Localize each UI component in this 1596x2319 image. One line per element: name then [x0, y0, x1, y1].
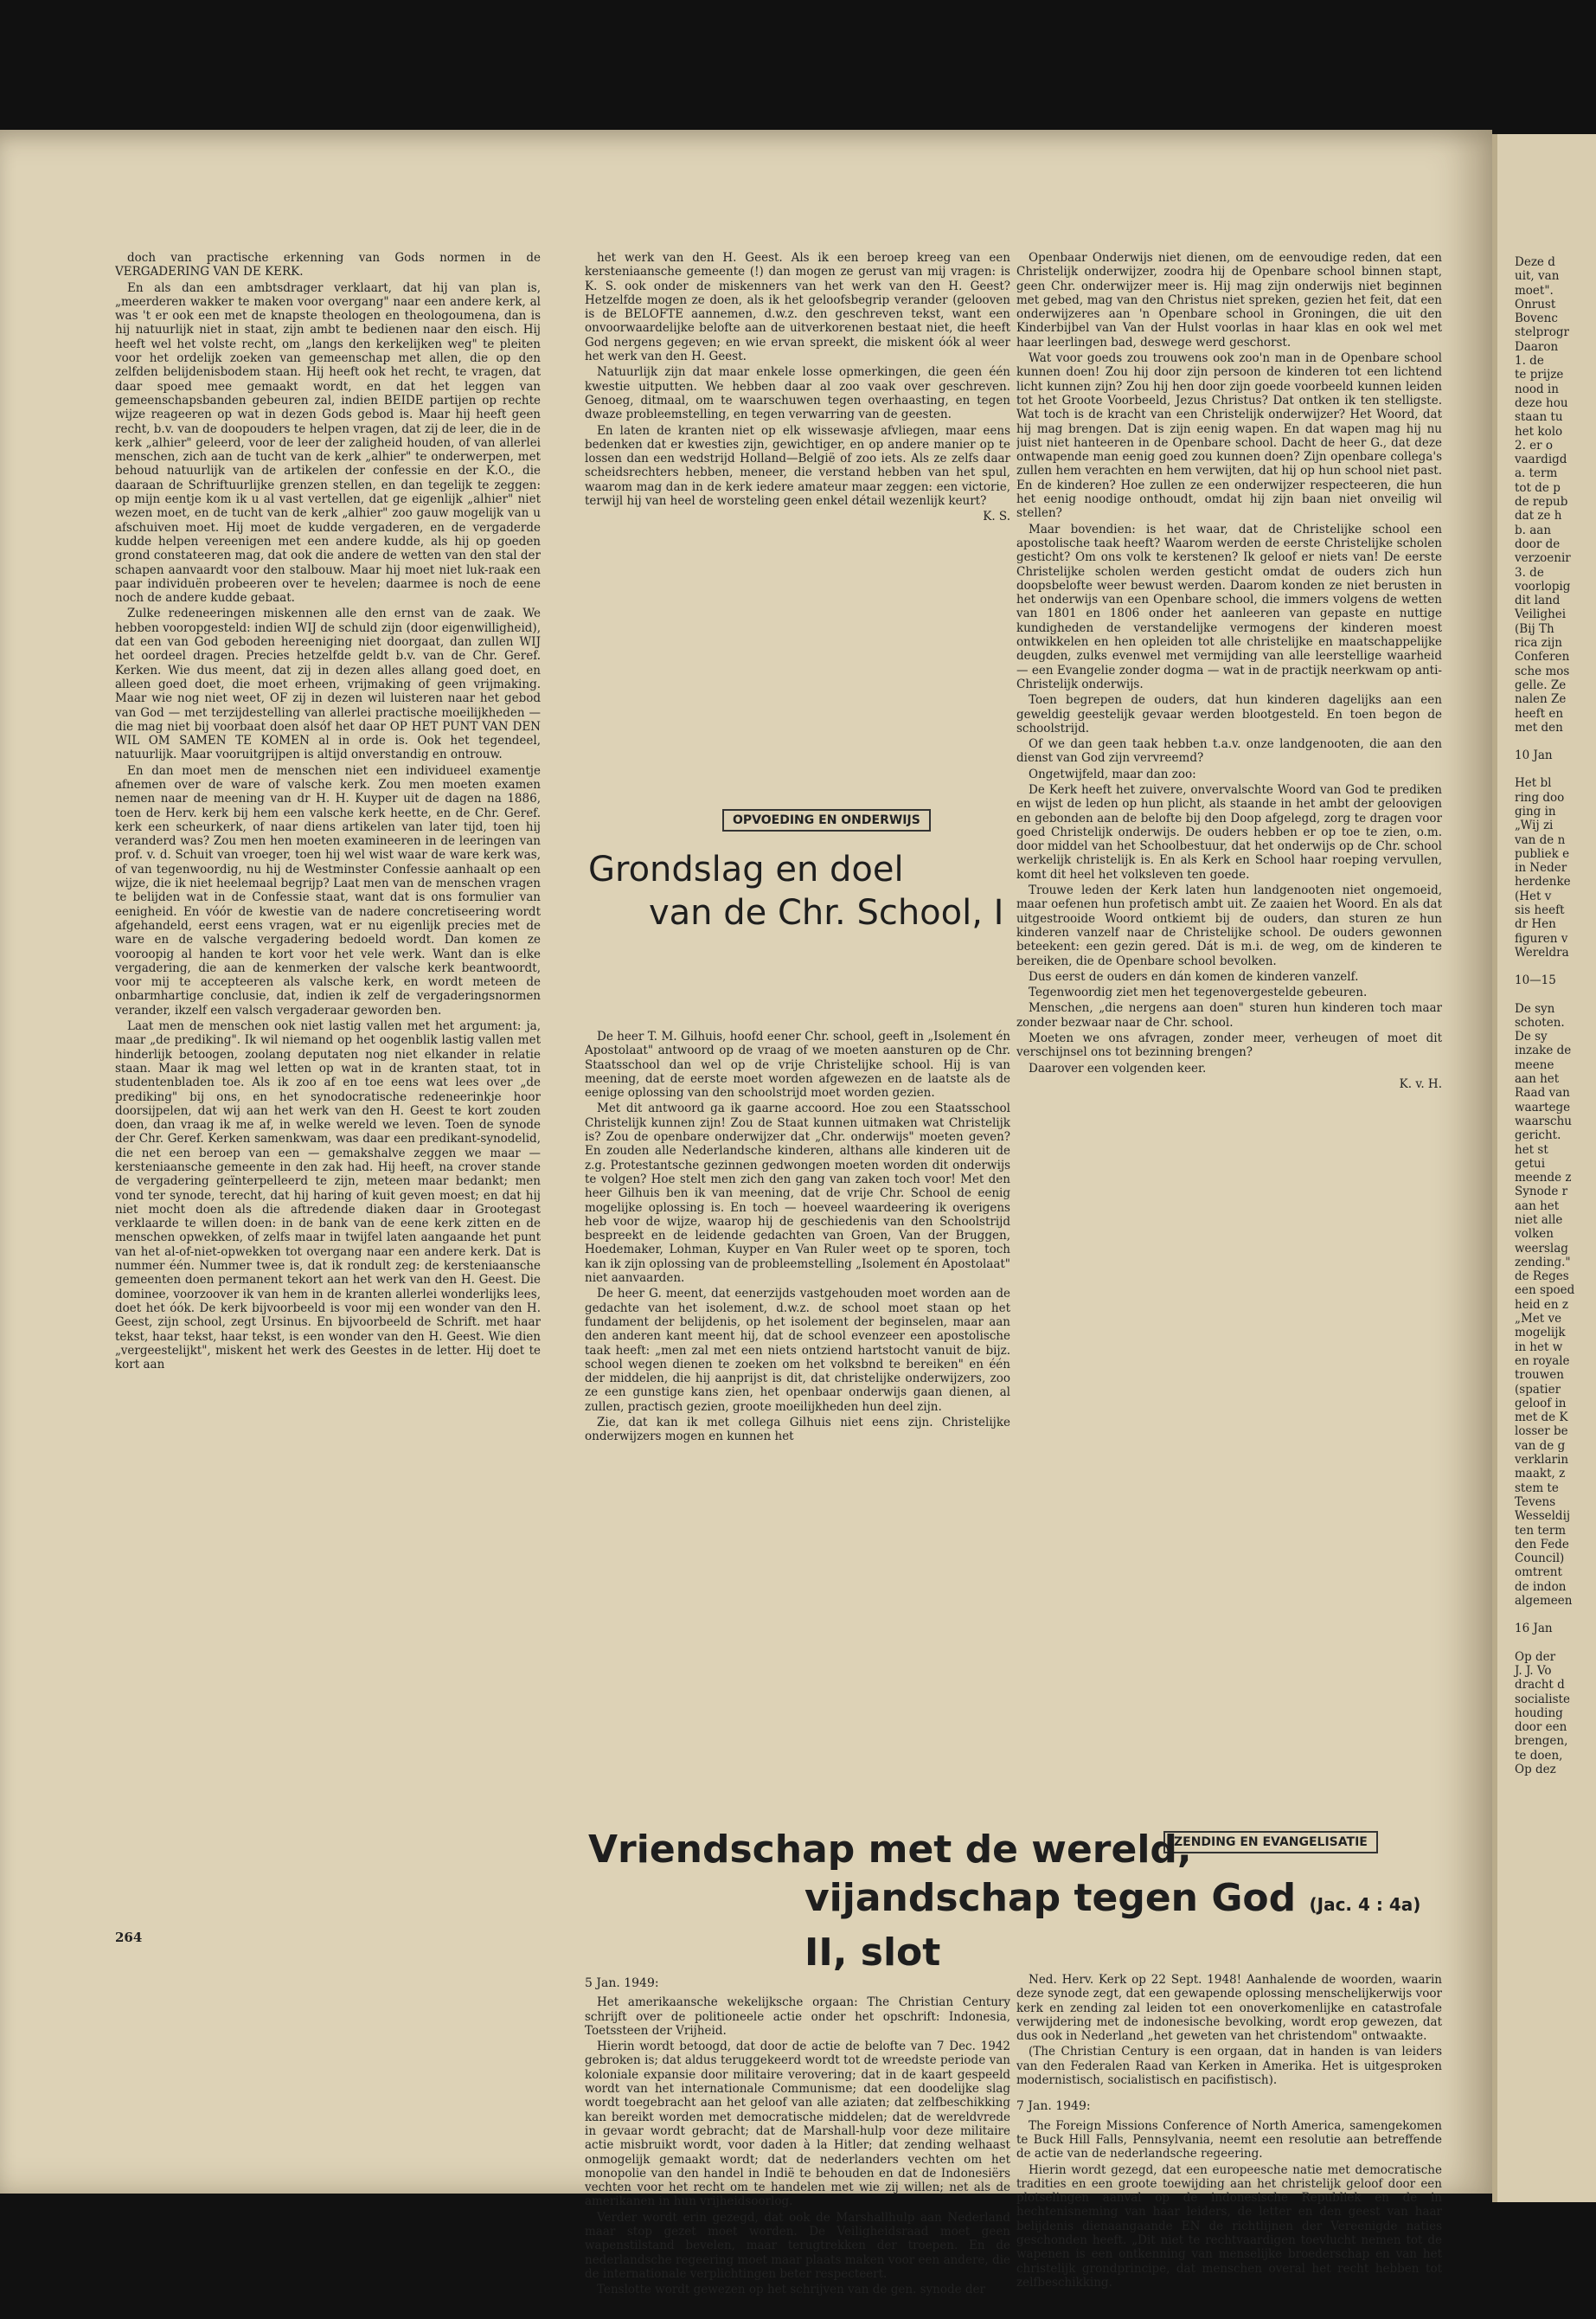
adjacent-page-line: 10 Jan: [1515, 748, 1553, 763]
paragraph: Zulke redeneeringen miskennen alle den ernst van de zaak. We hebben vooropgesteld: indien WIJ de schuld zijn (door eigenwilligheid), dat een van God geboden hereeniging niet doorgaat, dan zullen WIJ het oordeel dragen. Precies hetzelfde geldt b.v. van de Chr. Geref. Kerken. Wie dus meent, dat zij in dezen alles allang goed doet, en alleen goed doet, die moet erheen, vrijmaking of geen vrijmaking. Maar wie nog niet weet, OF zij in dezen wil luisteren naar het gebod van God — met terzijdestelling van allerlei practische moeilijkheden — die mag niet bij voorbaat doen alsóf het daar OP HET PUNT VAN DEN WIL OM SAMEN TE KOMEN al in orde is. Ook het tegendeel, natuurlijk. Maar vooruitgrijpen is altijd onverstandig en ontrouw.: [115, 607, 541, 762]
paragraph: Of we dan geen taak hebben t.a.v. onze landgenooten, die aan den dienst van God zijn vervreemd?: [1016, 737, 1442, 766]
adjacent-page-line: in het w: [1515, 1339, 1563, 1354]
adjacent-page-line: [1515, 960, 1596, 973]
entry-date: 7 Jan. 1949:: [1016, 2099, 1091, 2114]
adjacent-page-line: [1515, 735, 1596, 748]
adjacent-page-line: in Neder: [1515, 861, 1567, 876]
adjacent-page-line: meende z: [1515, 1171, 1572, 1185]
part-label: II, slot: [804, 1930, 941, 1975]
section-header-mission: ZENDING EN EVANGELISATIE: [1163, 1831, 1378, 1853]
adjacent-page-line: (spatier: [1515, 1382, 1561, 1397]
title-line-2-text: vijandschap tegen God: [804, 1876, 1297, 1920]
paragraph: De heer G. meent, dat eenerzijds vastgehouden moet worden aan de gedachte van het isolement, d.w.z. de school moet staan op het fundament der belijdenis, op het isolement der beginselen, maar aan den anderen kant meent hij, dat de school evenzeer een apostolische taak heeft: „men zal met een niets ontziend hartstocht vanuit de bijz. school wegen dienen te zoeken om het volksbnd te bereiken" en één der middelen, die hij aanprijst is dit, dat christelijke onderwijzers, zoo ze een gunstige kans zien, het openbaar onderwijs gaan dienen, al zullen, practisch gezien, groote moeilijkheden hun deel zijn.: [585, 1287, 1010, 1414]
adjacent-page-line: [1515, 988, 1596, 1002]
adjacent-page-line: J. J. Vo: [1515, 1663, 1552, 1678]
adjacent-page-line: (Het v: [1515, 889, 1552, 903]
adjacent-page-line: van de g: [1515, 1438, 1566, 1453]
adjacent-page-line: heeft en: [1515, 706, 1564, 721]
adjacent-page-line: Op der: [1515, 1649, 1556, 1664]
paragraph: The Foreign Missions Conference of North America, samengekomen te Buck Hill Falls, Pennsylvania, neemt een resolutie aan betreffende de actie van de nederlandsche regeering.: [1016, 2118, 1442, 2162]
adjacent-page-line: omtrent: [1515, 1565, 1562, 1580]
adjacent-page-line: 2. er o: [1515, 438, 1554, 453]
adjacent-page-line: dat ze h: [1515, 509, 1562, 524]
paragraph: doch van practische erkenning van Gods normen in de VERGADERING VAN DE KERK.: [115, 251, 541, 279]
adjacent-page-line: aan het: [1515, 1198, 1560, 1213]
article-title-school: [588, 848, 1012, 935]
adjacent-page-line: ten term: [1515, 1523, 1567, 1538]
paragraph: Maar bovendien: is het waar, dat de Christelijke school een apostolische taak heeft? Waarom werden de eerste Christelijke scholen gesticht? Om ons volk te kerstenen? Ik geloof er niets van! De eerste Christelijke scholen werden gesticht omdat de ouders zich hun doopsbelofte weer bewust werden. Daarom konden ze niet berusten in het onderwijs van een Openbare school, die immers volgens de wetten van 1801 en 1806 onder het aanleeren van gepaste en nuttige kundigheden de verstandelijke vermogens der kinderen moest ontwikkelen en hen opleiden tot alle christelijke en maatschappelijke deugden, zulks evenwel met vermijding van alle leerstellige waarheid — een Evangelie zonder dogma — wat in de practijk neerkwam op anti-Christelijk onderwijs.: [1016, 522, 1442, 691]
adjacent-page-line: verklarin: [1515, 1453, 1569, 1468]
title-line-2: van de Chr. School, I: [649, 893, 1004, 933]
adjacent-page-line: dr Hen: [1515, 917, 1556, 932]
column-1: [115, 251, 541, 1921]
paragraph: Tenslotte wordt gewezen op het schrijven van de gen. synode der: [597, 2283, 985, 2297]
adjacent-page-line: te doen,: [1515, 1748, 1563, 1763]
scripture-reference: (Jac. 4 : 4a): [1309, 1894, 1421, 1915]
adjacent-page-line: door een: [1515, 1720, 1567, 1735]
adjacent-page-line: ring doo: [1515, 790, 1565, 805]
adjacent-page-line: voorlopig: [1515, 579, 1571, 594]
adjacent-page-line: nood in: [1515, 382, 1559, 396]
adjacent-page-line: Veilighei: [1515, 607, 1567, 622]
adjacent-page-line: verzoenir: [1515, 551, 1571, 566]
adjacent-page-line: de indon: [1515, 1579, 1567, 1594]
adjacent-page-line: maakt, z: [1515, 1467, 1566, 1481]
newspaper-page: [0, 130, 1492, 2297]
paragraph: Natuurlijk zijn dat maar enkele losse opmerkingen, die geen één kwestie uitputten. We hebben daar al zoo vaak over geschreven. Genoeg, ditmaal, om te waarschuwen tegen overhaasting, en tegen dwaze probleemstelling, en tegen verwarring van de geesten.: [585, 365, 1010, 422]
paragraph: Trouwe leden der Kerk laten hun landgenooten niet ongemoeid, maar oefenen hun profetisch ambt uit. Ze zaaien het Woord. En als dat uitgestrooide Woord ontkiemt bij de ouders, dan sturen ze hun kinderen vanzelf naar de Christelijke school. De ouders gewonnen beteekent: een gezin gered. Dát is m.i. de weg, om de kinderen te bereiken, die de Openbare school bevolken.: [1016, 883, 1442, 968]
adjacent-page-line: 10—15: [1515, 973, 1556, 988]
adjacent-page-line: 16 Jan: [1515, 1622, 1553, 1636]
title-line-1: Vriendschap met de wereld,: [588, 1828, 1192, 1872]
adjacent-page-line: herdenke: [1515, 875, 1571, 890]
adjacent-page-line: trouwen: [1515, 1368, 1564, 1383]
adjacent-page-line: te prijze: [1515, 368, 1564, 382]
adjacent-page-line: Deze d: [1515, 255, 1555, 269]
paragraph: Zie, dat kan ik met collega Gilhuis niet eens zijn. Christelijke onderwijzers mogen en kunnen het: [585, 1416, 1010, 1444]
paragraph: Hierin wordt gezegd, dat een europeesche natie met democratische tradities en een groote toewijding aan het christelijk geloof door een plotselingen aanval op de indonesische Republiek en de in hechtenisneming van haar leiders, de letter en den geest van haar belijdenis dienaangaande EN de richtlijnen der Vereenigde naties geschonden heeft. „Dit niet te rechtvaardigen toevlucht nemen tot de wapenen is een ontkenning van menselijke broederschap en van het christelijk grondprincipe, dat menschen overal het recht hebben tot zelfbeschikking.: [1016, 2162, 1442, 2290]
paragraph: En laten de kranten niet op elk wissewasje afvliegen, maar eens bedenken dat er kwesties zijn, gewichtiger, en op andere manier op te lossen dan een wedstrijd Holland—België of zoo iets. Als ze zelfs daar scheidsrechters hebben, meneer, die verstand hebben van het spul, waarom mag dan in de kerk iedere amateur maar zeggen: een victorie, terwijl hij van heel de worsteling geen enkel détail wezenlijk keurt?: [585, 423, 1010, 509]
paragraph: Hierin wordt betoogd, dat door de actie de belofte van 7 Dec. 1942 gebroken is; dat aldus teruggekeerd wordt tot de wreedste periode van koloniale expansie door militaire verovering; dat in de kaart gespeeld wordt van het internationale Communisme; dat een doodelijke slag wordt toegebracht aan het geloof van alle aziaten; dat zelfbeschikking kan bereikt worden met democratische middelen; dat de wereldvrede in gevaar wordt gebracht; dat de Marshall-hulp voor deze militaire actie misbruikt wordt, voor daden à la Hitler; dat zending welhaast onmogelijk gemaakt wordt; dat de nederlanders vechten om het monopolie van den handel in Indië te behouden en dat de Indonesiërs vechten voor het recht om te handelen met wie zij willen; net als de amerikanen in hun vrijheidsoorlog.: [585, 2040, 1010, 2209]
paragraph: Daarover een volgenden keer.: [1029, 1061, 1207, 1076]
column-4: [585, 1973, 1010, 2319]
adjacent-page-line: (Bij Th: [1515, 621, 1554, 636]
adjacent-page-line: moet".: [1515, 283, 1554, 298]
adjacent-page-line: met den: [1515, 720, 1563, 735]
adjacent-page-line: van de n: [1515, 832, 1566, 847]
paragraph: het werk van den H. Geest. Als ik een beroep kreeg van een kersteniaansche gemeente (!) dan mogen ze gerust van mij vragen: is K. S. ook onder de miskenners van het werk van den H. Geest? Hetzelfde mogen ze doen, als ik het geloofsbegrip verander (gelooven is de BELOFTE aannemen, d.w.z. den geschreven tekst, want een onvoorwaardelijke belofte aan de uitverkorenen bestaat niet, die heeft God nergens gegeven; en wie ervan spreekt, die miskent óók al weer het werk van den H. Geest.: [585, 251, 1010, 364]
adjacent-page-line: waartege: [1515, 1100, 1571, 1115]
adjacent-page-line: vaardigd: [1515, 453, 1567, 467]
adjacent-page-line: sche mos: [1515, 664, 1570, 678]
column-2-bottom: [585, 1030, 1010, 1808]
adjacent-page-line: meene: [1515, 1057, 1554, 1072]
adjacent-page-line: socialiste: [1515, 1692, 1570, 1706]
paragraph: En als dan een ambtsdrager verklaart, dat hij van plan is, „meerderen wakker te maken voor overgang" naar een andere kerk, al was 't er ook een met de knapste theologen en theologoumena, dan is hij natuurlijk niet in staat, zijn ambt te bedienen naar den eisch. Hij heeft wel het volste recht, om „langs den kerkelijken weg" te pleiten voor het ordelijk zoeken van gemeenschap met allen, die op den zelfden belijdenisbodem staan. Hij heeft ook het recht, te vragen, dat daar spoed mee gemaakt wordt, en dat het leggen van gemeenschapsbanden gebeuren zal, indien BEIDE partijen op rechte wijze reageeren op wat in dezen Gods gebod is. Maar hij heeft geen recht, b.v. van de doopouders te helpen vragen, dat zij de leer, die in de kerk „alhier" geleerd, voor de leer der zaligheid houden, of van allerlei menschen, zich aan de tucht van de kerk „alhier" te onderwerpen, met behoud natuurlijk van de artikelen der confessie en der K.O., die daaraan de Schriftuurlijke grenzen stellen, en dan tegelijk te zeggen: op mijn eentje kom ik u al vast vertellen, dat ge eigenlijk „alhier" niet wezen moet, en de tucht van de kerk „alhier" zoo gauw mogelijk van u afschuiven moet. Hij moet de kudde vergaderen, en de vergaderde kudde helpen vereenigen met een andere kudde, als hij op goeden grond constateeren mag, dat ook die andere de wetten van den stal der schapen aanvaardt voor den stalbouw. Maar hij moet niet luk-raak een paar individuën probeeren over te hevelen; daarmee is noch de eene noch de andere kudde gebaat.: [115, 280, 541, 606]
adjacent-page-line: stelprogr: [1515, 325, 1569, 340]
adjacent-page-line: 3. de: [1515, 565, 1544, 580]
adjacent-page-line: Wereldra: [1515, 945, 1569, 960]
adjacent-page-line: Conferen: [1515, 650, 1570, 665]
entry-date: 5 Jan. 1949:: [585, 1976, 659, 1990]
adjacent-page-line: [1515, 762, 1596, 776]
adjacent-page-line: figuren v: [1515, 931, 1568, 946]
adjacent-page-line: het kolo: [1515, 424, 1563, 439]
adjacent-page-line: aan het: [1515, 1072, 1560, 1087]
paragraph: De heer T. M. Gilhuis, hoofd eener Chr. school, geeft in „Isolement én Apostolaat" antwoord op de vraag of we moeten aansturen op de Chr. Staatsschool dan wel op de vrije Christelijke school. Hij is van meening, dat de eerste moet worden afgewezen en de laatste als de eenige oplossing van den schoolstrijd moet worden gezien.: [585, 1030, 1010, 1101]
adjacent-page-line: algemeen: [1515, 1594, 1573, 1609]
adjacent-page-line: rica zijn: [1515, 636, 1562, 651]
adjacent-page-line: tot de p: [1515, 480, 1561, 495]
adjacent-page-line: brengen,: [1515, 1734, 1568, 1749]
adjacent-page-line: houding: [1515, 1706, 1563, 1720]
author-signature: K. S.: [983, 510, 1010, 524]
adjacent-page-line: b. aan: [1515, 523, 1552, 537]
paragraph: Dus eerst de ouders en dán komen de kinderen vanzelf.: [1029, 969, 1359, 984]
paragraph: De Kerk heeft het zuivere, onvervalschte Woord van God te prediken en wijst de leden op hun plicht, als staande in het ambt der geloovigen en gebonden aan de belofte bij den Doop afgelegd, zorg te dragen voor goed Christelijk onderwijs. De ouders hebben er op toe te zien, o.m. door middel van het Schoolbestuur, dat het onderwijs op de Chr. school werkelijk christelijk is. En als Kerk en School haar roeping vervullen, komt dit heel het volksleven ten goede.: [1016, 782, 1442, 882]
paragraph: Ongetwijfeld, maar dan zoo:: [1029, 767, 1196, 781]
adjacent-page-line: Bovenc: [1515, 312, 1558, 326]
adjacent-page-line: staan tu: [1515, 410, 1563, 425]
adjacent-page-line: [1515, 1636, 1596, 1650]
title-line-1: Grondslag en doel: [588, 850, 904, 890]
section-header-education: OPVOEDING EN ONDERWIJS: [722, 809, 931, 832]
adjacent-page-line: nalen Ze: [1515, 692, 1567, 707]
adjacent-page-line: De sy: [1515, 1030, 1548, 1044]
paragraph: Met dit antwoord ga ik gaarne accoord. Hoe zou een Staatsschool Christelijk kunnen zijn! Zou de Staat kunnen uitmaken wat Christelijk is? Zou de openbare onderwijzer dat „Chr. onderwijs" moeten geven? En zouden alle Nederlandsche kinderen, althans alle kinderen uit de z.g. Protestantsche gezinnen gedwongen moeten worden dit onderwijs te volgen? Hoe stelt men zich den gang van zaken toch voor! Met den heer Gilhuis ben ik van meening, dat de vrije Chr. School de eenig mogelijke oplossing is. En toch — hoeveel waardeering ik overigens heb voor de wijze, waarop hij de geschiedenis van den Schoolstrijd bespreekt en de leidende gedachten van Groen, Van der Bruggen, Hoedemaker, Lohman, Kuyper en Van Ruler weet op te sporen, toch kan ik zijn oplossing van de probleemstelling „Isolement én Apostolaat" niet aanvaarden.: [585, 1102, 1010, 1286]
adjacent-page-line: publiek e: [1515, 846, 1570, 861]
adjacent-page-line: Wesseldij: [1515, 1509, 1571, 1524]
paragraph: En dan moet men de menschen niet een individueel examentje afnemen over de ware of valsche kerk. Zou men moeten examen nemen naar de meening van dr H. H. Kuyper uit de dagen na 1886, toen de Herv. kerk bij hem een valsche kerk heette, en de Chr. Geref. kerk een scheurkerk, of naar diens artikelen van later tijd, toen hij veranderd was? Zou men hen moeten examineeren in de leeringen van prof. v. d. Schuit van vroeger, toen hij wel wist waar de ware kerk was, of van tegenwoordig, nu hij de Westminster Confessie aanhaalt op een wijze, die ik niet heelemaal begrijp? Laat men van de menschen vragen te belijden wat in de Confessie staat, want dat is ons formulier van eenigheid. En vóór de kwestie van de nadere concretiseering wordt afgehandeld, eerst eens vragen, wat er nu eigenlijk precies met de ware en de valsche vergadering bedoeld wordt. Dan komen ze vooroopig al handen te kort voor het vele werk. Want dan is elke vergadering, die aan de kenmerken der valsche kerk beantwoordt, voor mij te accepteeren als valsche kerk, en wordt meteen de onbarmhartige conclusie, dat, indien ik zelf de vergaderingsnormen verander, ikzelf een valsch vergaderaar geworden ben.: [115, 763, 541, 1018]
paragraph: Openbaar Onderwijs niet dienen, om de eenvoudige reden, dat een Christelijk onderwijzer, zoodra hij de Openbare school binnen stapt, geen Chr. onderwijzer meer is. Hij mag zijn onderwijs niet beginnen met gebed, mag van den Christus niet spreken, gezien het feit, dat een onderwijzeres aan 'n Openbare school in Groningen, die uit den Kinderbijbel van Van der Hulst voorlas in haar klas en ook wel met haar leerlingen bad, deswege werd geschorst.: [1016, 251, 1442, 350]
adjacent-page-text: [1515, 255, 1596, 1776]
column-5: [1016, 1973, 1442, 2319]
adjacent-page-line: met de K: [1515, 1410, 1568, 1425]
adjacent-page-line: volken: [1515, 1227, 1554, 1242]
adjacent-page-line: en royale: [1515, 1353, 1570, 1368]
adjacent-page-line: dracht d: [1515, 1678, 1565, 1693]
paragraph: Wat voor goeds zou trouwens ook zoo'n man in de Openbare school kunnen doen! Zou hij door zijn persoon de kinderen tot een lichtend licht kunnen zijn? Zou hij hen door zijn goede voorbeeld kunnen leiden tot het Groote Voorbeeld, Jezus Christus? Dat ontken ik ten stelligste. Wat toch is de kracht van een Christelijk onderwijzer? Het Woord, dat hij mag brengen. Dat is zijn eenig wapen. En dat wapen mag hij nu juist niet hanteeren in de Openbare school. Dacht de heer G., dat deze ontwapende man eenig goed zou kunnen doen? Zijn openbare collega's zullen hem verachten en hem verwijten, dat hij op hun school niet past. En de kinderen? Hoe zullen ze een onderwijzer respecteeren, die hun het eenig noodige onthoudt, omdat hij zijn baan niet onveilig wil stellen?: [1016, 351, 1442, 521]
adjacent-page-line: a. term: [1515, 466, 1558, 481]
adjacent-page-line: dit land: [1515, 594, 1561, 608]
paragraph: (The Christian Century is een orgaan, dat in handen is van leiders van den Federalen Raad van Kerken in Amerika. Het is uitgesproken modernistisch, socialistisch en pacifistisch).: [1016, 2045, 1442, 2088]
adjacent-page-line: [1515, 1608, 1596, 1622]
adjacent-page-line: losser be: [1515, 1424, 1568, 1439]
adjacent-page-line: het st: [1515, 1142, 1548, 1157]
adjacent-page-line: waarschu: [1515, 1114, 1572, 1128]
adjacent-page-line: Op dez: [1515, 1762, 1556, 1776]
paragraph: Moeten we ons afvragen, zonder meer, verheugen of moet dit verschijnsel ons tot bezinning brengen?: [1016, 1031, 1442, 1060]
adjacent-page-line: heid en z: [1515, 1297, 1569, 1312]
adjacent-page-line: 1. de: [1515, 354, 1544, 369]
adjacent-page-line: inzake de: [1515, 1044, 1572, 1058]
adjacent-page-line: uit, van: [1515, 269, 1560, 284]
adjacent-page-line: schoten.: [1515, 1015, 1565, 1030]
paragraph: Tegenwoordig ziet men het tegenovergestelde gebeuren.: [1029, 986, 1368, 1000]
adjacent-page-line: de Reges: [1515, 1269, 1569, 1284]
paragraph: Ned. Herv. Kerk op 22 Sept. 1948! Aanhalende de woorden, waarin deze synode zegt, dat een gewapende oplossing menschelijkerwijs voor kerk en zending zal leiden tot een onoverkomenlijke en catastrofale verwijdering met de indonesische bevolking, wordt erop gewezen, dat dus ook in Nederland „het geweten van het christendom" ontwaakte.: [1016, 1973, 1442, 2044]
paragraph: Laat men de menschen ook niet lastig vallen met het argument: ja, maar „de prediking". Ik wil niemand op het oogenblik lastig vallen met hinderlijk betoogen, zoolang deputaten nog niet elkander in relatie staan. Maar ik mag wel letten op wat in de kranten staat, tot in studentenbladen toe. Als ik zoo af en toe eens wat lees over „de prediking" bij ons, en het synodocratische redeneerinkje hoor doorsijpelen, dat wij aan het werk van den H. Geest te kort zouden doen, dan vraag ik me af, in welke wereld we leven. Toen de synode der Chr. Geref. Kerken samenkwam, was daar een predikant-synodelid, die net een beroep van een — gemakshalve zeggen we maar — kersteniaansche gemeente in den zak had. Hij heeft, na crover stande de vergadering geïnterpelleerd te zijn, meteen maar bedankt; men vond ter synode, terecht, dat hij haring of kuit geven moest; en dat hij niet mocht doen als die aftredende diaken daar in Grootegast verklaarde te willen doen: in de bank van de eene kerk zitten en de menschen opwekken, of zelfs maar in twijfel laten aangaande het punt van het al-of-niet-opwekken tot overgang naar een andere kerk. Dat is nummer één. Nummer twee is, dat ik rondult zeg: de kersteniaansche gemeenten doen permanent tekort aan het werk van den H. Geest. Die dominee, voorzoover ik van hem in de kranten allerlei wonderlijks lees, doet het óók. De kerk bijvoorbeeld is voor mij een wonder van den H. Geest, zijn school, zegt Ursinus. En bijvoorbeeld de Schrift. met haar tekst, haar tekst, haar tekst, is een wonder van den H. Geest. Wie dien „vergeestelijkt", miskent het werk des Geestes in de letter. Hij doet te kort aan: [115, 1019, 541, 1372]
page-number: 264: [115, 1930, 143, 1945]
adjacent-page-line: Het bl: [1515, 776, 1552, 791]
adjacent-page-line: gelle. Ze: [1515, 678, 1567, 692]
adjacent-page-line: door de: [1515, 536, 1561, 551]
adjacent-page-line: ging in: [1515, 804, 1556, 819]
adjacent-page-line: Council): [1515, 1551, 1565, 1566]
adjacent-page-fragment: [1492, 134, 1596, 2202]
paragraph: Menschen, „die nergens aan doen" sturen hun kinderen toch maar zonder bezwaar naar de Chr. school.: [1016, 1001, 1442, 1030]
adjacent-page-line: de repub: [1515, 495, 1568, 510]
adjacent-page-line: een spoed: [1515, 1283, 1575, 1298]
author-signature: K. v. H.: [1399, 1076, 1442, 1091]
column-3: [1016, 251, 1442, 1289]
adjacent-page-line: gericht.: [1515, 1128, 1561, 1143]
adjacent-page-line: De syn: [1515, 1001, 1555, 1016]
paragraph: Toen begrepen de ouders, dat hun kinderen dagelijks aan een geweldig geestelijk gevaar werden blootgesteld. En toen begon de schoolstrijd.: [1016, 693, 1442, 736]
adjacent-page-line: „Met ve: [1515, 1312, 1562, 1327]
adjacent-page-line: niet alle: [1515, 1213, 1563, 1227]
paragraph: Verder wordt erin gezegd, dat ook de Marshallhulp aan Nederland maar stop gezet moet worden. De Veiligheidsraad moet geen wapenstilstand bevelen, maar terugtrekken der troepen. En de nederlandsche regeering moet maar plaats maken voor een andere, die de internationale verplichtingen beter respecteert.: [585, 2210, 1010, 2281]
adjacent-page-line: geloof in: [1515, 1396, 1567, 1410]
adjacent-page-line: Tevens: [1515, 1494, 1556, 1509]
adjacent-page-line: getui: [1515, 1156, 1546, 1171]
adjacent-page-line: deze hou: [1515, 395, 1568, 410]
adjacent-page-line: „Wij zi: [1515, 819, 1554, 833]
adjacent-page-line: weerslag: [1515, 1241, 1568, 1256]
adjacent-page-line: Raad van: [1515, 1086, 1570, 1101]
adjacent-page-line: Onrust: [1515, 297, 1556, 312]
adjacent-page-line: stem te: [1515, 1481, 1559, 1495]
adjacent-page-line: den Fede: [1515, 1537, 1569, 1551]
adjacent-page-line: Daaron: [1515, 339, 1559, 354]
title-line-2: [588, 1874, 1453, 1977]
adjacent-page-line: Synode r: [1515, 1185, 1568, 1199]
adjacent-page-line: zending.": [1515, 1255, 1571, 1269]
adjacent-page-line: mogelijk: [1515, 1326, 1566, 1340]
paragraph: Het amerikaansche wekelijksche orgaan: The Christian Century schrijft over de politioneele actie onder het opschrift: Indonesia, Toetssteen der Vrijheid.: [585, 1995, 1010, 2038]
column-2-top: [585, 251, 1010, 822]
adjacent-page-line: sis heeft: [1515, 903, 1565, 918]
article-title-friendship: [588, 1826, 1453, 1977]
